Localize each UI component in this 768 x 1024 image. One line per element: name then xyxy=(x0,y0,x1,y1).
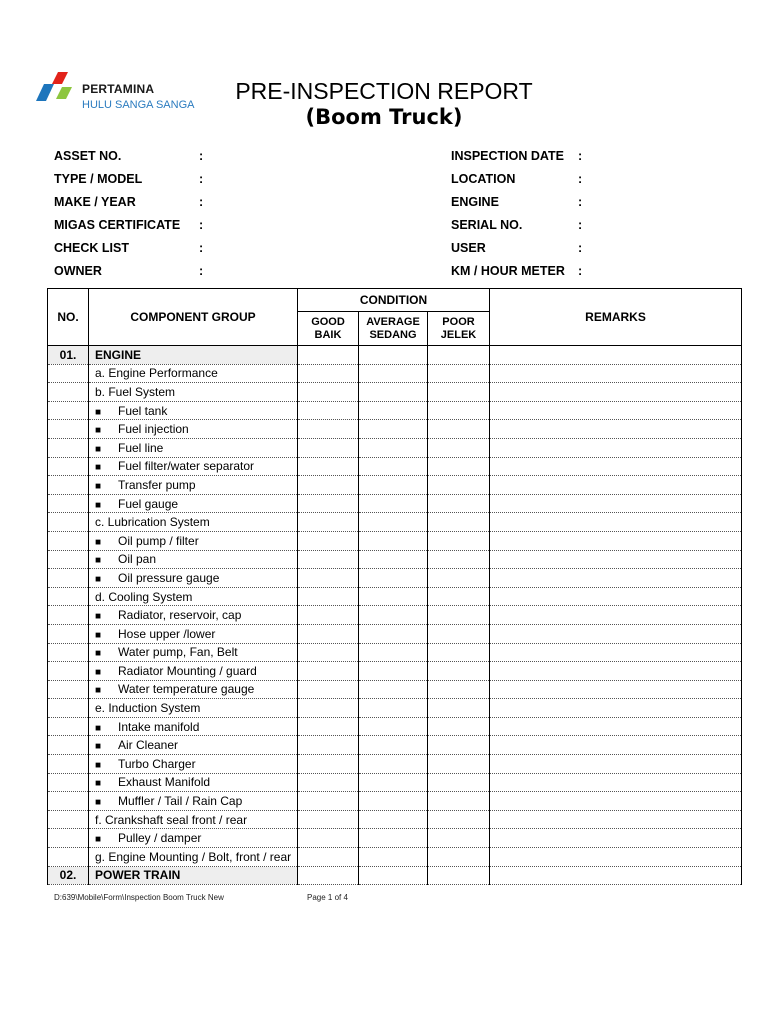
table-row xyxy=(48,587,742,606)
poor-cell[interactable] xyxy=(428,848,490,867)
table-row xyxy=(48,364,742,383)
report-title: PRE-INSPECTION REPORT xyxy=(235,78,533,104)
component-item xyxy=(89,420,298,439)
component-item-text: Hose upper /lower xyxy=(118,626,216,641)
table-row xyxy=(48,662,742,681)
component-item-text: Intake manifold xyxy=(118,719,200,734)
component-item-text: Radiator Mounting / guard xyxy=(118,663,257,678)
inspection-table xyxy=(47,288,742,885)
average-cell[interactable] xyxy=(359,792,428,811)
remarks-cell[interactable] xyxy=(490,476,742,495)
average-cell[interactable] xyxy=(359,662,428,681)
remarks-cell[interactable] xyxy=(490,420,742,439)
good-cell[interactable] xyxy=(298,848,359,867)
bullet-icon: ■ xyxy=(95,425,102,437)
average-cell[interactable] xyxy=(359,643,428,662)
info-right-colon: : xyxy=(578,218,583,232)
average-cell[interactable] xyxy=(359,736,428,755)
remarks-cell[interactable] xyxy=(490,587,742,606)
row-number xyxy=(48,364,89,383)
remarks-cell[interactable] xyxy=(490,383,742,402)
good-cell[interactable] xyxy=(298,346,359,365)
component-subgroup-label: f. Crankshaft seal front / rear xyxy=(89,810,298,829)
logo-brand-text: PERTAMINA xyxy=(82,82,155,96)
table-row xyxy=(48,457,742,476)
poor-cell[interactable] xyxy=(428,755,490,774)
poor-cell[interactable] xyxy=(428,457,490,476)
average-cell[interactable] xyxy=(359,457,428,476)
component-item xyxy=(89,624,298,643)
remarks-cell[interactable] xyxy=(490,550,742,569)
component-item xyxy=(89,438,298,457)
bullet-icon: ■ xyxy=(95,573,102,585)
component-subgroup-label: b. Fuel System xyxy=(89,383,298,402)
bullet-icon: ■ xyxy=(95,778,102,790)
poor-cell[interactable] xyxy=(428,624,490,643)
remarks-cell[interactable] xyxy=(490,773,742,792)
component-item xyxy=(89,569,298,588)
info-left-colon: : xyxy=(199,241,204,255)
row-number xyxy=(48,401,89,420)
bullet-icon: ■ xyxy=(95,629,102,641)
row-number xyxy=(48,513,89,532)
component-group-label: POWER TRAIN xyxy=(89,866,298,885)
component-item-text: Fuel tank xyxy=(118,403,168,418)
poor-cell[interactable] xyxy=(428,829,490,848)
bullet-icon: ■ xyxy=(95,648,102,660)
table-row xyxy=(48,792,742,811)
average-cell[interactable] xyxy=(359,513,428,532)
table-row xyxy=(48,420,742,439)
bullet-icon: ■ xyxy=(95,611,102,623)
table-row xyxy=(48,346,742,365)
component-item xyxy=(89,494,298,513)
component-group-label: ENGINE xyxy=(89,346,298,365)
header-average: AVERAGE SEDANG xyxy=(359,312,428,346)
average-cell[interactable] xyxy=(359,438,428,457)
poor-cell[interactable] xyxy=(428,810,490,829)
header-component-group: COMPONENT GROUP xyxy=(89,289,298,346)
header-good: GOOD BAIK xyxy=(298,312,359,346)
info-right-colon: : xyxy=(578,264,583,278)
remarks-cell[interactable] xyxy=(490,531,742,550)
info-right-colon: : xyxy=(578,172,583,186)
bullet-icon: ■ xyxy=(95,666,102,678)
bullet-icon: ■ xyxy=(95,685,102,697)
table-row xyxy=(48,401,742,420)
row-number xyxy=(48,383,89,402)
table-row xyxy=(48,717,742,736)
component-subgroup-label: g. Engine Mounting / Bolt, front / rear xyxy=(89,848,298,867)
table-row xyxy=(48,866,742,885)
remarks-cell[interactable] xyxy=(490,364,742,383)
table-row xyxy=(48,606,742,625)
good-cell[interactable] xyxy=(298,606,359,625)
info-right-label: KM / HOUR METER xyxy=(451,264,565,278)
table-row xyxy=(48,569,742,588)
remarks-cell[interactable] xyxy=(490,736,742,755)
table-row xyxy=(48,494,742,513)
component-item xyxy=(89,606,298,625)
table-row xyxy=(48,699,742,718)
poor-cell[interactable] xyxy=(428,550,490,569)
logo-subtitle-text: HULU SANGA SANGA xyxy=(82,99,195,111)
average-cell[interactable] xyxy=(359,420,428,439)
poor-cell[interactable] xyxy=(428,606,490,625)
info-right-colon: : xyxy=(578,149,583,163)
row-number xyxy=(48,476,89,495)
row-number xyxy=(48,736,89,755)
poor-cell[interactable] xyxy=(428,792,490,811)
average-cell[interactable] xyxy=(359,755,428,774)
component-item xyxy=(89,531,298,550)
good-cell[interactable] xyxy=(298,643,359,662)
good-cell[interactable] xyxy=(298,364,359,383)
poor-cell[interactable] xyxy=(428,643,490,662)
table-row xyxy=(48,755,742,774)
bullet-icon: ■ xyxy=(95,555,102,567)
bullet-icon: ■ xyxy=(95,722,102,734)
component-item xyxy=(89,773,298,792)
component-item-text: Fuel filter/water separator xyxy=(118,459,255,474)
remarks-cell[interactable] xyxy=(490,438,742,457)
component-item-text: Oil pump / filter xyxy=(118,533,199,548)
report-subtitle: (Boom Truck) xyxy=(305,105,463,129)
good-cell[interactable] xyxy=(298,717,359,736)
poor-cell[interactable] xyxy=(428,420,490,439)
table-body xyxy=(48,346,742,885)
info-left-colon: : xyxy=(199,172,204,186)
bullet-icon: ■ xyxy=(95,480,102,492)
row-number xyxy=(48,810,89,829)
info-left-colon: : xyxy=(199,218,204,232)
info-left-label: CHECK LIST xyxy=(54,241,129,255)
remarks-cell[interactable] xyxy=(490,699,742,718)
good-cell[interactable] xyxy=(298,736,359,755)
row-number xyxy=(48,829,89,848)
component-item xyxy=(89,680,298,699)
poor-cell[interactable] xyxy=(428,569,490,588)
component-item-text: Water pump, Fan, Belt xyxy=(118,645,238,660)
good-cell[interactable] xyxy=(298,662,359,681)
row-number: 02. xyxy=(48,866,89,885)
row-number xyxy=(48,494,89,513)
table-row xyxy=(48,773,742,792)
good-cell[interactable] xyxy=(298,792,359,811)
row-number xyxy=(48,792,89,811)
poor-cell[interactable] xyxy=(428,587,490,606)
bullet-icon: ■ xyxy=(95,759,102,771)
table-row xyxy=(48,680,742,699)
component-subgroup-label: d. Cooling System xyxy=(89,587,298,606)
good-cell[interactable] xyxy=(298,755,359,774)
row-number xyxy=(48,457,89,476)
component-item xyxy=(89,717,298,736)
component-item xyxy=(89,643,298,662)
remarks-cell[interactable] xyxy=(490,866,742,885)
average-cell[interactable] xyxy=(359,773,428,792)
remarks-cell[interactable] xyxy=(490,457,742,476)
poor-cell[interactable] xyxy=(428,364,490,383)
row-number xyxy=(48,773,89,792)
remarks-cell[interactable] xyxy=(490,494,742,513)
component-item xyxy=(89,755,298,774)
component-item-text: Muffler / Tail / Rain Cap xyxy=(118,794,243,809)
info-left-colon: : xyxy=(199,149,204,163)
table-row xyxy=(48,624,742,643)
row-number xyxy=(48,606,89,625)
row-number xyxy=(48,755,89,774)
component-item-text: Transfer pump xyxy=(118,477,196,492)
remarks-cell[interactable] xyxy=(490,810,742,829)
info-left-colon: : xyxy=(199,264,204,278)
component-item-text: Water temperature gauge xyxy=(118,682,255,697)
poor-cell[interactable] xyxy=(428,773,490,792)
table-row xyxy=(48,531,742,550)
remarks-cell[interactable] xyxy=(490,624,742,643)
row-number xyxy=(48,624,89,643)
row-number xyxy=(48,680,89,699)
remarks-cell[interactable] xyxy=(490,792,742,811)
bullet-icon: ■ xyxy=(95,443,102,455)
poor-cell[interactable] xyxy=(428,513,490,532)
poor-cell[interactable] xyxy=(428,476,490,495)
component-item-text: Air Cleaner xyxy=(118,738,179,753)
footer-page-number: Page 1 of 4 xyxy=(307,893,348,902)
row-number xyxy=(48,531,89,550)
info-left-label: TYPE / MODEL xyxy=(54,172,143,186)
row-number xyxy=(48,662,89,681)
component-item xyxy=(89,792,298,811)
row-number xyxy=(48,569,89,588)
footer-file-path: D:639\Mobile\Form\Inspection Boom Truck New xyxy=(54,893,224,902)
component-subgroup-label: a. Engine Performance xyxy=(89,364,298,383)
info-left-label: OWNER xyxy=(54,264,102,278)
good-cell[interactable] xyxy=(298,383,359,402)
good-cell[interactable] xyxy=(298,438,359,457)
average-cell[interactable] xyxy=(359,476,428,495)
average-cell[interactable] xyxy=(359,717,428,736)
row-number xyxy=(48,420,89,439)
poor-cell[interactable] xyxy=(428,494,490,513)
component-item-text: Fuel gauge xyxy=(118,496,179,511)
average-cell[interactable] xyxy=(359,550,428,569)
component-item-text: Turbo Charger xyxy=(118,756,196,771)
remarks-cell[interactable] xyxy=(490,680,742,699)
info-right-label: USER xyxy=(451,241,486,255)
average-cell[interactable] xyxy=(359,848,428,867)
bullet-icon: ■ xyxy=(95,797,102,809)
remarks-cell[interactable] xyxy=(490,401,742,420)
header-condition: CONDITION xyxy=(298,289,490,312)
component-item-text: Fuel injection xyxy=(118,422,189,437)
table-row xyxy=(48,550,742,569)
row-number xyxy=(48,438,89,457)
remarks-cell[interactable] xyxy=(490,643,742,662)
good-cell[interactable] xyxy=(298,531,359,550)
component-item-text: Radiator, reservoir, cap xyxy=(118,608,242,623)
good-cell[interactable] xyxy=(298,550,359,569)
average-cell[interactable] xyxy=(359,383,428,402)
good-cell[interactable] xyxy=(298,773,359,792)
poor-cell[interactable] xyxy=(428,699,490,718)
good-cell[interactable] xyxy=(298,476,359,495)
poor-cell[interactable] xyxy=(428,346,490,365)
header-remarks: REMARKS xyxy=(490,289,742,346)
poor-cell[interactable] xyxy=(428,438,490,457)
table-row xyxy=(48,383,742,402)
component-item xyxy=(89,457,298,476)
header-poor: POOR JELEK xyxy=(428,312,490,346)
average-cell[interactable] xyxy=(359,624,428,643)
good-cell[interactable] xyxy=(298,569,359,588)
average-cell[interactable] xyxy=(359,531,428,550)
average-cell[interactable] xyxy=(359,606,428,625)
good-cell[interactable] xyxy=(298,810,359,829)
bullet-icon: ■ xyxy=(95,406,102,418)
header-no: NO. xyxy=(48,289,89,346)
table-row xyxy=(48,513,742,532)
table-row xyxy=(48,476,742,495)
average-cell[interactable] xyxy=(359,587,428,606)
remarks-cell[interactable] xyxy=(490,717,742,736)
component-item-text: Pulley / damper xyxy=(118,831,202,846)
info-right-label: INSPECTION DATE xyxy=(451,149,564,163)
remarks-cell[interactable] xyxy=(490,346,742,365)
poor-cell[interactable] xyxy=(428,662,490,681)
table-row xyxy=(48,643,742,662)
poor-cell[interactable] xyxy=(428,383,490,402)
component-item xyxy=(89,736,298,755)
info-right-label: LOCATION xyxy=(451,172,516,186)
remarks-cell[interactable] xyxy=(490,513,742,532)
good-cell[interactable] xyxy=(298,680,359,699)
good-cell[interactable] xyxy=(298,420,359,439)
poor-cell[interactable] xyxy=(428,401,490,420)
info-right-colon: : xyxy=(578,195,583,209)
table-row xyxy=(48,736,742,755)
remarks-cell[interactable] xyxy=(490,755,742,774)
component-item xyxy=(89,662,298,681)
poor-cell[interactable] xyxy=(428,717,490,736)
good-cell[interactable] xyxy=(298,699,359,718)
remarks-cell[interactable] xyxy=(490,848,742,867)
row-number xyxy=(48,717,89,736)
bullet-icon: ■ xyxy=(95,536,102,548)
row-number xyxy=(48,643,89,662)
row-number xyxy=(48,699,89,718)
bullet-icon: ■ xyxy=(95,462,102,474)
bullet-icon: ■ xyxy=(95,499,102,511)
component-item-text: Exhaust Manifold xyxy=(118,775,211,790)
average-cell[interactable] xyxy=(359,401,428,420)
average-cell[interactable] xyxy=(359,810,428,829)
good-cell[interactable] xyxy=(298,401,359,420)
info-left-colon: : xyxy=(199,195,204,209)
average-cell[interactable] xyxy=(359,494,428,513)
average-cell[interactable] xyxy=(359,699,428,718)
row-number: 01. xyxy=(48,346,89,365)
component-subgroup-label: c. Lubrication System xyxy=(89,513,298,532)
info-left-label: MAKE / YEAR xyxy=(54,195,136,209)
component-item-text: Oil pan xyxy=(118,552,157,567)
component-item xyxy=(89,476,298,495)
component-item xyxy=(89,550,298,569)
component-item xyxy=(89,401,298,420)
poor-cell[interactable] xyxy=(428,531,490,550)
good-cell[interactable] xyxy=(298,513,359,532)
average-cell[interactable] xyxy=(359,346,428,365)
average-cell[interactable] xyxy=(359,866,428,885)
component-item-text: Fuel line xyxy=(118,440,164,455)
row-number xyxy=(48,587,89,606)
good-cell[interactable] xyxy=(298,587,359,606)
table-row xyxy=(48,438,742,457)
remarks-cell[interactable] xyxy=(490,662,742,681)
poor-cell[interactable] xyxy=(428,866,490,885)
good-cell[interactable] xyxy=(298,829,359,848)
info-left-label: ASSET NO. xyxy=(54,149,122,163)
good-cell[interactable] xyxy=(298,457,359,476)
info-right-label: SERIAL NO. xyxy=(451,218,523,232)
table-row xyxy=(48,829,742,848)
good-cell[interactable] xyxy=(298,494,359,513)
bullet-icon: ■ xyxy=(95,834,102,846)
poor-cell[interactable] xyxy=(428,736,490,755)
good-cell[interactable] xyxy=(298,624,359,643)
row-number xyxy=(48,550,89,569)
poor-cell[interactable] xyxy=(428,680,490,699)
info-left-label: MIGAS CERTIFICATE xyxy=(54,218,181,232)
table-row xyxy=(48,810,742,829)
remarks-cell[interactable] xyxy=(490,569,742,588)
info-right-label: ENGINE xyxy=(451,195,499,209)
component-item-text: Oil pressure gauge xyxy=(118,570,220,585)
component-subgroup-label: e. Induction System xyxy=(89,699,298,718)
component-item xyxy=(89,829,298,848)
average-cell[interactable] xyxy=(359,569,428,588)
table-row xyxy=(48,848,742,867)
row-number xyxy=(48,848,89,867)
average-cell[interactable] xyxy=(359,680,428,699)
good-cell[interactable] xyxy=(298,866,359,885)
info-right-colon: : xyxy=(578,241,583,255)
remarks-cell[interactable] xyxy=(490,829,742,848)
average-cell[interactable] xyxy=(359,829,428,848)
remarks-cell[interactable] xyxy=(490,606,742,625)
average-cell[interactable] xyxy=(359,364,428,383)
bullet-icon: ■ xyxy=(95,741,102,753)
